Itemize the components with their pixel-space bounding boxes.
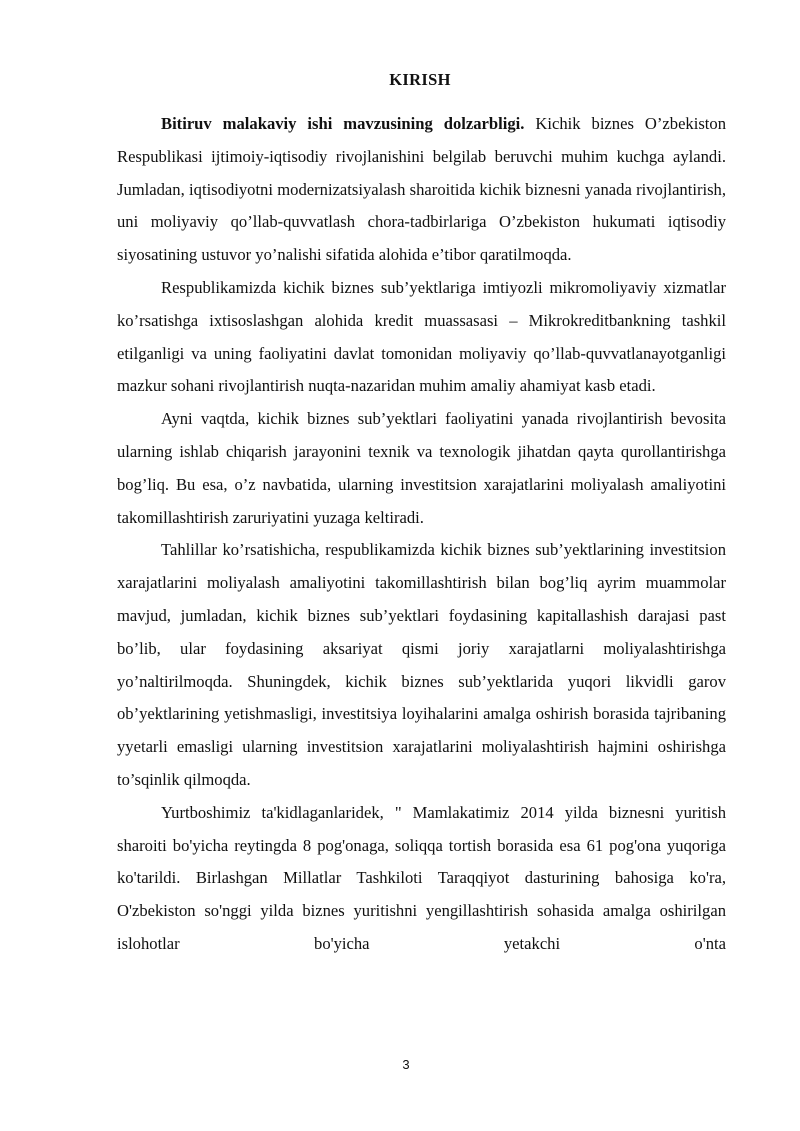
paragraph-lead-heading: Bitiruv malakaviy ishi mavzusining dolzarbligi. bbox=[161, 114, 525, 133]
paragraph-modernization bbox=[117, 403, 726, 534]
section-title: KIRISH bbox=[389, 70, 451, 89]
paragraph-text: Tahlillar ko’rsatishicha, respublikamizda kichik biznes sub’yektlarining investitsion xarajatlarini moliyalash amaliyotini takomillashtirish bilan bog’liq ayrim muammolar mavjud, jumladan, kichik biznes sub’yektlari foydasining kapitallashish darajasi past bo’lib, ular foydasining aksariyat qismi joriy xarajatlarni moliyalashtirishga yo’naltirilmoqda. Shuningdek, kichik biznes sub’yektlarida yuqori likvidli garov ob’yektlarining yetishmasligi, investitsiya loyihalarini amalga oshirish borasida tajribaning yyetarli emasligi ularning investitsion xarajatlarini moliyalashtirish hajmini oshirishga to’sqinlik qilmoqda. bbox=[117, 540, 726, 789]
paragraph-text: Respublikamizda kichik biznes sub’yektlariga imtiyozli mikromoliyaviy xizmatlar ko’rsatishga ixtisoslashgan alohida kredit muassasasi – Mikrokreditbankning tashkil etilganligi va uning faoliyatini davlat tomonidan moliyaviy qo’llab-quvvatlanayotganligi mazkur sohani rivojlantirish nuqta-nazaridan muhim amaliy ahamiyat kasb etadi. bbox=[117, 277, 726, 396]
page-number: 3 bbox=[402, 1057, 410, 1072]
paragraph-microcredit bbox=[117, 272, 726, 403]
paragraph-text: Kichik biznes O’zbekiston Respublikasi ijtimoiy-iqtisodiy rivojlanishini belgilab beruvchi muhim kuchga aylandi. Jumladan, iqtisodiyotni modernizatsiyalash sharoitida kichik biznesni yanada rivojlantirish, uni moliyaviy qo’llab-quvvatlash chora-tadbirlariga O’zbekiston hukumati iqtisodiy siyosatining ustuvor yo’nalishi sifatida alohida e’tibor qaratilmoqda. bbox=[117, 114, 727, 265]
paragraph-text: Yurtboshimiz ta'kidlaganlaridek, " Mamlakatimiz 2014 yilda biznesni yuritish sharoiti bo'yicha reytingda 8 pog'onaga, soliqqa tortish borasida esa 61 pog'ona yuqoriga ko'tarildi. Birlashgan Millatlar Tashkiloti Taraqqiyot dasturining bahosiga ko'ra, O'zbekiston so'nggi yilda biznes yuritishni yengillashtirish sohasida amalga oshirilgan islohotlar bo'yicha yetakchi o'nta bbox=[117, 802, 726, 953]
paragraph-president-quote bbox=[117, 797, 726, 961]
paragraph-relevance bbox=[117, 108, 726, 272]
paragraph-text: Ayni vaqtda, kichik biznes sub’yektlari faoliyatini yanada rivojlantirish bevosita ularning ishlab chiqarish jarayonini texnik va texnologik jihatdan qayta qurollantirishga bog’liq. Bu esa, o’z navbatida, ularning investitsion xarajatlarini moliyalash amaliyotini takomillashtirish zaruriyatini yuzaga keltiradi. bbox=[117, 409, 726, 527]
body-text bbox=[117, 108, 726, 961]
paragraph-analysis bbox=[117, 534, 726, 796]
